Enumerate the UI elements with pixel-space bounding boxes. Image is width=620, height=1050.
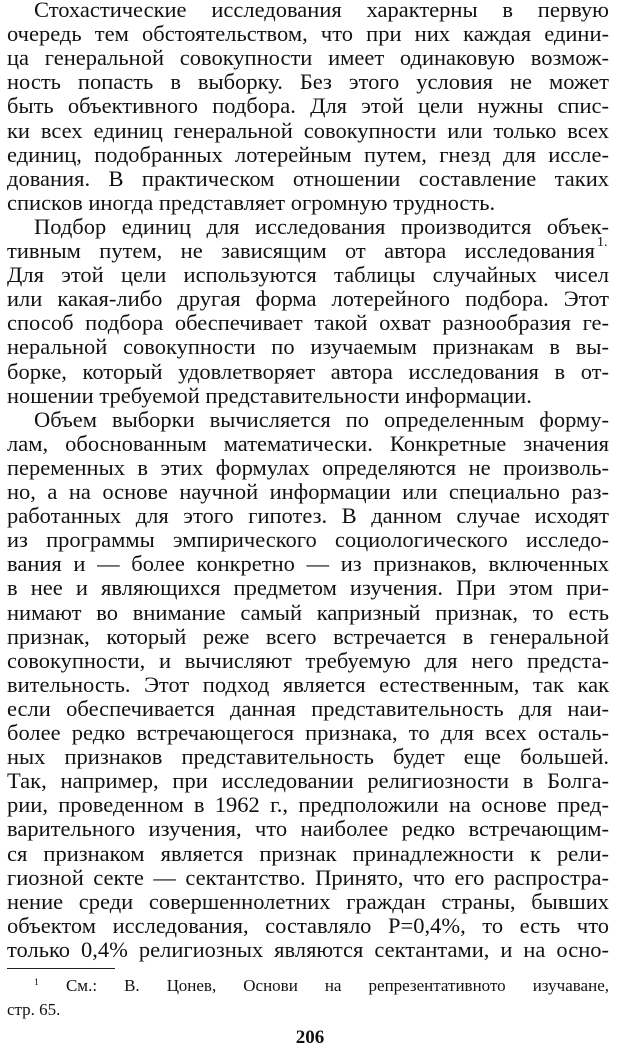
footnote-text: См.: В. Цонев, Основи на репрезентативното изучаване,	[65, 976, 609, 995]
page-number: 206	[295, 1027, 325, 1048]
text-line: списков иногда представляет огромную трудность.	[7, 189, 496, 215]
text-line: только 0,4% религиозных являются сектантами, и на осно-	[7, 936, 609, 962]
text-line: переменных в этих формулах определяются не произволь-	[7, 454, 609, 480]
text-line: быть объективного подбора. Для этой цели нужны спис-	[7, 93, 609, 119]
text-line: лам, обоснованным математически. Конкретные значения	[7, 430, 609, 456]
text-line: единиц, подобранных лотерейным путем, гнезд для иссле-	[7, 141, 609, 167]
text-line: вительность. Этот подход является естественным, так как	[7, 671, 609, 697]
text-line: более редко встречающегося признака, то для всех осталь-	[7, 720, 609, 745]
footnote-divider	[7, 968, 115, 969]
text-line: варительного изучения, что наиболее редко встречающим-	[7, 816, 609, 842]
text-line: ность попасть в выборку. Без этого условия не может	[7, 69, 609, 95]
text-line: признак, который реже всего встречается в генеральной	[7, 623, 609, 649]
text-line: ся признаком является признак принадлежности к рели-	[7, 840, 609, 866]
text-line: рии, проведенном в 1962 г., предположили на основе пред-	[7, 792, 609, 818]
text-line: объектом исследования, составляло P=0,4%, то есть что	[7, 912, 609, 938]
text-line: Стохастические исследования характерны в первую	[34, 0, 609, 22]
footnote-marker: 1	[34, 977, 39, 989]
text-line: если обеспечивается данная представительность для наи-	[7, 695, 609, 721]
text-line: Подбор единиц для исследования производится объек-	[34, 213, 609, 239]
text-line: совокупности, и вычисляют требуемую для него предста-	[7, 647, 609, 673]
text-line: или какая-либо другая форма лотерейного подбора. Этот	[7, 286, 609, 312]
text-line: способ подбора обеспечивает такой охват разнообразия ге-	[7, 310, 609, 336]
text-line: ношении требуемой представительности информации.	[7, 382, 532, 408]
text-line: Для этой цели используются таблицы случайных чисел	[7, 262, 609, 288]
footnote-reference: 1.	[597, 235, 608, 250]
text-line: работанных для этого гипотез. В данном случае исходят	[7, 503, 609, 529]
text-line: из программы эмпирического социологического исследо-	[7, 527, 609, 553]
text-line: в нее и являющихся предметом изучения. При этом при-	[7, 575, 609, 601]
text-line: очередь тем обстоятельством, что при них каждая едини-	[7, 21, 609, 47]
text-line: ки всех единиц генеральной совокупности или только всех	[7, 117, 609, 143]
text-line: гиозной секте — сектантство. Принято, что его распростра-	[7, 864, 609, 890]
text-line: Так, например, при исследовании религиозности в Болга-	[7, 768, 609, 794]
text-line: тивным путем, не зависящим от автора исследования	[7, 238, 595, 263]
footnote-line: стр. 65.	[7, 1000, 61, 1019]
text-line: ца генеральной совокупности имеет одинаковую возмож-	[7, 45, 609, 71]
footnote-line	[34, 974, 609, 1001]
text-line: нение среди совершеннолетних граждан страны, бывших	[7, 888, 609, 914]
text-line: борке, который удовлетворяет автора исследования в от-	[7, 358, 609, 384]
text-line: дования. В практическом отношении составление таких	[7, 165, 609, 191]
text-line: ных признаков представительность будет еще большей.	[7, 744, 609, 770]
text-line: нимают во внимание самый капризный признак, то есть	[7, 599, 609, 625]
text-line: неральной совокупности по изучаемым признакам в вы-	[7, 334, 609, 360]
text-line: но, а на основе научной информации или специально раз-	[7, 479, 609, 504]
text-line: вания и — более конкретно — из признаков, включенных	[7, 551, 609, 577]
text-line: Объем выборки вычисляется по определенным форму-	[34, 406, 609, 432]
